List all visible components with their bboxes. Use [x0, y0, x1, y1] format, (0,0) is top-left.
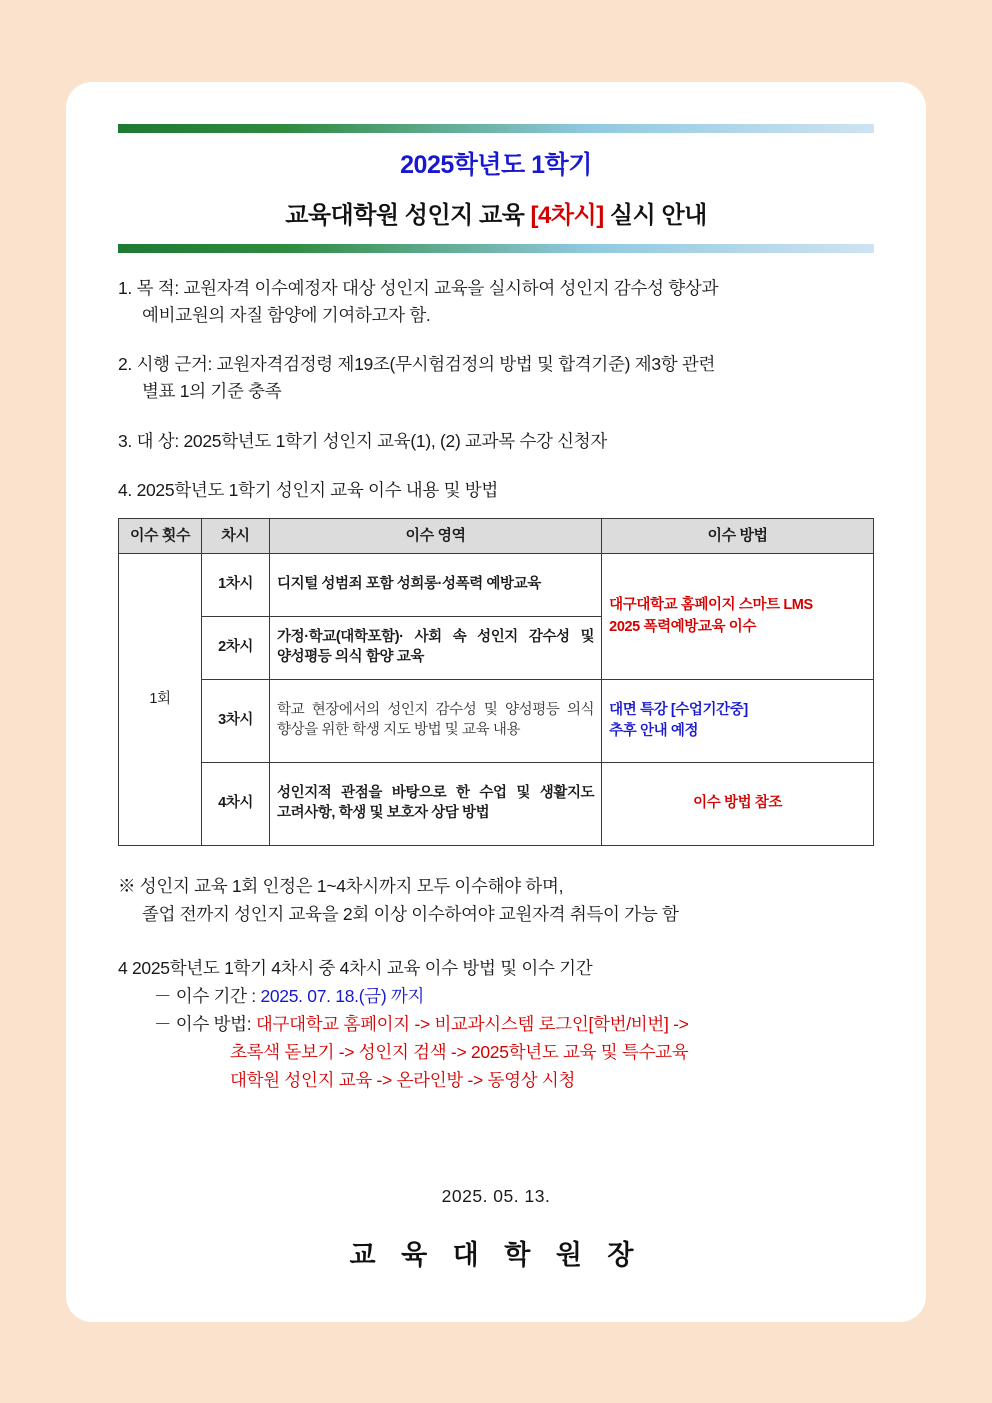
document-item-target	[118, 428, 874, 455]
method-1-line2: 2025 폭력예방교육 이수	[609, 618, 756, 635]
document-date: 2025. 05. 13.	[441, 1186, 551, 1206]
table-cell-area-2: 가정·학교(대학포함)· 사회 속 성인지 감수성 및 양성평등 의식 함양 교육	[269, 617, 601, 680]
method-2-line2: 추후 안내 예정	[609, 723, 699, 739]
item-4-line1	[118, 477, 874, 504]
method-line1: 대구대학교 홈페이지 -> 비교과시스템 로그인[학번/비번] ->	[255, 1014, 689, 1034]
item-1-text: 교원자격 이수예정자 대상 성인지 교육을 실시하여 성인지 감수성 향상과	[183, 278, 719, 298]
page-title-line2-post: 실시 안내	[603, 202, 707, 229]
table-cell-session-3: 3차시	[202, 680, 270, 763]
table-cell-method-3	[602, 763, 874, 846]
item-4-text: 2025학년도 1학기 성인지 교육 이수 내용 및 방법	[136, 479, 498, 500]
document-signer: 교 육 대 학 원 장	[349, 1240, 643, 1270]
table-row	[119, 680, 874, 763]
notice-line2: 졸업 전까지 성인지 교육을 2회 이상 이수하여야 교원자격 취득이 가능 함	[142, 904, 679, 924]
period-value: 2025. 07. 18.(금) 까지	[260, 986, 425, 1006]
table-cell-method-2	[602, 680, 874, 763]
document-header	[118, 133, 874, 234]
notice-block	[118, 872, 874, 928]
table-cell-area-3: 학교 현장에서의 성인지 감수성 및 양성평등 의식 향상을 위한 학생 지도 방법 및 교육 내용	[269, 680, 601, 763]
item-2-number: 2.	[118, 354, 132, 375]
item-3-line1	[118, 428, 874, 455]
method-section-period	[118, 982, 874, 1010]
table-cell-session-1: 1차시	[202, 554, 270, 617]
header-bottom-bar	[118, 244, 874, 253]
table-cell-session-4: 4차시	[202, 763, 270, 846]
item-2-text: 교원자격검정령 제19조(무시험검정의 방법 및 합격기준) 제3항 관련	[216, 354, 716, 375]
method-1-line1: 대구대학교 홈페이지 스마트 LMS	[609, 597, 813, 614]
item-4-number: 4.	[118, 479, 132, 500]
table-header-row	[119, 518, 874, 553]
education-table	[118, 518, 874, 846]
item-1-number: 1.	[118, 278, 132, 298]
table-cell-area-4: 성인지적 관점을 바탕으로 한 수업 및 생활지도 고려사항, 학생 및 보호자 상담 방법	[269, 763, 601, 846]
item-2-label: 시행 근거:	[136, 354, 213, 375]
table-header-session: 차시	[202, 518, 270, 553]
page-title-line1: 2025학년도 1학기	[400, 151, 592, 179]
item-1-line2: 예비교원의 자질 함양에 기여하고자 함.	[142, 305, 431, 326]
table-cell-area-1: 디지털 성범죄 포함 성희롱·성폭력 예방교육	[269, 554, 601, 617]
method-section-heading: 4 2025학년도 1학기 4차시 중 4차시 교육 이수 방법 및 이수 기간	[118, 958, 593, 978]
document-inner	[66, 82, 926, 1322]
table-header-count: 이수 횟수	[119, 518, 202, 553]
page-title-line2-pre: 교육대학원 성인지 교육	[285, 202, 531, 229]
method-line3: 대학원 성인지 교육 -> 온라인방 -> 동영상 시청	[230, 1070, 576, 1090]
table-cell-method-1	[602, 554, 874, 680]
item-2-line2: 별표 1의 기준 충족	[142, 381, 282, 402]
item-1-label: 목 적:	[136, 278, 179, 298]
document-page	[66, 82, 926, 1322]
document-item-basis	[118, 351, 874, 405]
item-2-line1	[118, 351, 874, 378]
page-title-line2	[118, 195, 874, 230]
method-line2: 초록색 돋보기 -> 성인지 검색 -> 2025학년도 교육 및 특수교육	[230, 1042, 689, 1062]
method-section	[118, 954, 874, 1094]
page-title-highlight: [4차시]	[530, 202, 604, 229]
period-label: － 이수 기간 :	[154, 986, 261, 1006]
document-item-contents	[118, 477, 874, 504]
method-label: － 이수 방법:	[154, 1014, 256, 1034]
table-row	[119, 763, 874, 846]
header-top-bar	[118, 124, 874, 133]
table-row	[119, 554, 874, 617]
method-2-line1: 대면 특강 [수업기간중]	[609, 701, 748, 718]
document-item-purpose	[118, 275, 874, 329]
table-cell-session-2: 2차시	[202, 617, 270, 680]
method-3-text: 이수 방법 참조	[693, 795, 783, 812]
item-3-text: 2025학년도 1학기 성인지 교육(1), (2) 교과목 수강 신청자	[183, 430, 607, 451]
table-header-method: 이수 방법	[602, 518, 874, 553]
item-3-number: 3.	[118, 430, 132, 451]
method-section-method	[118, 1010, 874, 1038]
notice-line1: ※ 성인지 교육 1회 인정은 1~4차시까지 모두 이수해야 하며,	[118, 876, 564, 896]
item-1-line1	[118, 275, 874, 302]
table-cell-round: 1회	[119, 554, 202, 846]
table-header-area: 이수 영역	[269, 518, 601, 553]
item-3-label: 대 상:	[136, 430, 179, 451]
